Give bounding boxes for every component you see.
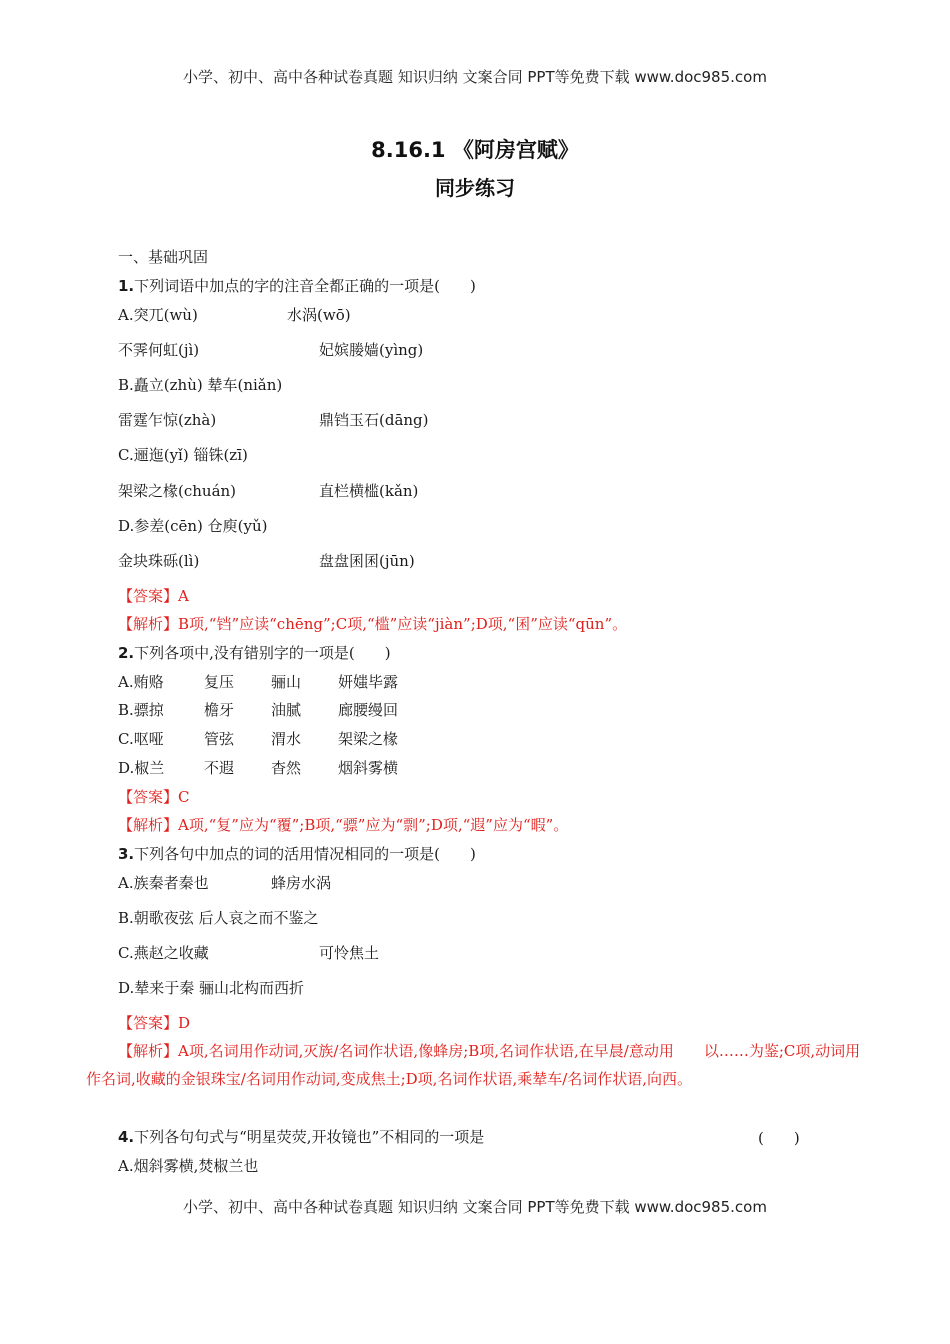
question-text: 下列词语中加点的字的注音全都正确的一项是( ): [134, 277, 476, 295]
q2-row-a-cell-3: 骊山: [271, 673, 302, 691]
q2-row-a-cell-2: 复压: [204, 673, 235, 691]
question-3-stem: [118, 844, 476, 864]
q3-analysis: 【解析】A项,名词用作动词,灭族/名词作状语,像蜂房;B项,名词作状语,在早晨/意动用 以……为鉴;C项,动词用作名词,收藏的金银珠宝/名词用作动词,变成焦土;D项,名词作状语,乘辇车/名词作状语,向西。: [86, 1042, 861, 1088]
page-subtitle: 同步练习: [435, 176, 515, 200]
q3-answer: 【答案】D: [118, 1014, 191, 1032]
q1-option-a-part1: A.突兀(wù): [118, 306, 198, 324]
section-heading: 一、基础巩固: [118, 248, 209, 266]
q1-option-d-part3: 金块珠砾(lì): [118, 552, 200, 570]
q4-option-a: A.烟斜雾横,焚椒兰也: [118, 1157, 259, 1175]
q1-option-a-part3: 不霁何虹(jì): [118, 341, 200, 359]
q2-row-d-cell-2: 不遐: [204, 759, 235, 777]
question-number: 2.: [118, 644, 135, 662]
q1-option-d-part4: 盘盘囷囷(jūn): [319, 552, 415, 570]
q2-row-a-cell-1: A.贿赂: [118, 673, 164, 691]
q2-answer: 【答案】C: [118, 788, 190, 806]
q1-analysis: 【解析】B项,“铛”应读“chēng”;C项,“槛”应读“jiàn”;D项,“囷”应读“qūn”。: [118, 615, 628, 633]
q1-option-b-part3: 雷霆乍惊(zhà): [118, 411, 217, 429]
page-header: 小学、初中、高中各种试卷真题 知识归纳 文案合同 PPT等免费下载 www.doc985.com: [183, 68, 767, 86]
question-number: 4.: [118, 1128, 135, 1146]
question-text: 下列各句句式与“明星荧荧,开妆镜也”不相同的一项是: [134, 1128, 485, 1146]
q3-option-a-part1: A.族秦者秦也: [118, 874, 209, 892]
q2-row-d-cell-3: 杳然: [271, 759, 302, 777]
q1-option-a-part4: 妃嫔媵嫱(yìng): [319, 341, 424, 359]
q3-option-a-part2: 蜂房水涡: [271, 874, 332, 892]
page-title: 8.16.1 《阿房宫赋》: [371, 138, 579, 162]
q1-option-c-part1: C.逦迤(yǐ) 锱铢(zī): [118, 446, 248, 464]
q1-answer: 【答案】A: [118, 587, 189, 605]
q1-option-a-part2: 水涡(wō): [287, 306, 351, 324]
page-footer: 小学、初中、高中各种试卷真题 知识归纳 文案合同 PPT等免费下载 www.doc985.com: [183, 1198, 767, 1216]
q2-row-b-cell-4: 廊腰缦回: [338, 701, 399, 719]
q1-option-d-part1: D.参差(cēn) 仓庾(yǔ): [118, 517, 268, 535]
q3-option-d: D.辇来于秦 骊山北构而西折: [118, 979, 305, 997]
q2-row-d-cell-1: D.椒兰: [118, 759, 165, 777]
question-text: 下列各句中加点的词的活用情况相同的一项是( ): [134, 845, 476, 863]
q3-option-b: B.朝歌夜弦 后人哀之而不鉴之: [118, 909, 319, 927]
question-number: 3.: [118, 845, 135, 863]
q3-option-c-part2: 可怜焦土: [319, 944, 380, 962]
q1-option-b-part1: B.矗立(zhù) 辇车(niǎn): [118, 376, 283, 394]
question-number: 1.: [118, 277, 135, 295]
q2-row-c-cell-4: 架梁之椽: [338, 730, 399, 748]
q3-option-c-part1: C.燕赵之收藏: [118, 944, 209, 962]
question-4-stem: [118, 1127, 484, 1147]
q2-row-b-cell-1: B.骠掠: [118, 701, 164, 719]
q2-row-c-cell-3: 渭水: [271, 730, 302, 748]
q1-option-c-part4: 直栏横槛(kǎn): [319, 482, 419, 500]
q2-row-a-cell-4: 妍媸毕露: [338, 673, 399, 691]
question-text: 下列各项中,没有错别字的一项是( ): [134, 644, 391, 662]
answer-blank: ( ): [758, 1129, 800, 1147]
q2-row-b-cell-3: 油腻: [271, 701, 302, 719]
q1-option-b-part4: 鼎铛玉石(dāng): [319, 411, 429, 429]
q2-analysis: 【解析】A项,“复”应为“覆”;B项,“骠”应为“剽”;D项,“遐”应为“暇”。: [118, 816, 569, 834]
q2-row-d-cell-4: 烟斜雾横: [338, 759, 399, 777]
question-2-stem: [118, 643, 391, 663]
q1-option-c-part3: 架梁之椽(chuán): [118, 482, 237, 500]
q2-row-b-cell-2: 檐牙: [204, 701, 235, 719]
question-1-stem: [118, 276, 476, 296]
q2-row-c-cell-2: 管弦: [204, 730, 235, 748]
q2-row-c-cell-1: C.呕哑: [118, 730, 164, 748]
